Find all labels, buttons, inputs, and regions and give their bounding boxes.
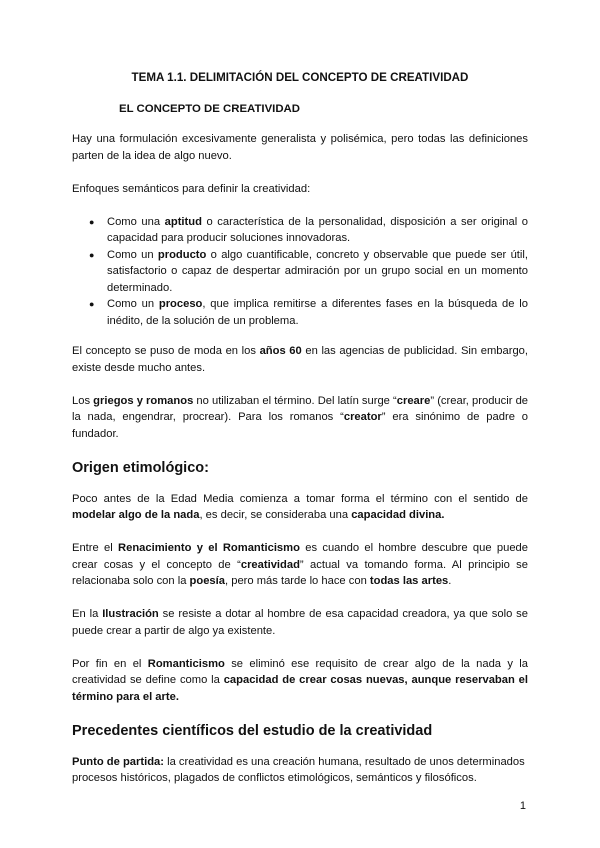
paragraph-anos-60: El concepto se puso de moda en los años 60 en las agencias de publicidad. Sin embargo, existe desde mucho antes.	[72, 345, 529, 374]
heading-precedentes: Precedentes científicos del estudio de la creatividad	[72, 722, 433, 739]
paragraph-edad-media: Poco antes de la Edad Media comienza a tomar forma el término con el sentido de modelar algo de la nada, es decir, se consideraba una capacidad divina.	[72, 492, 528, 521]
paragraph-renacimiento: Entre el Renacimiento y el Romanticismo es cuando el hombre descubre que puede crear cosas y el concepto de “creatividad” actual va tomando forma. Al principio se relacionaba solo con la poesía, pero más tarde lo hace con todas las artes.	[72, 542, 528, 587]
heading-origen-etimologico: Origen etimológico:	[72, 459, 209, 476]
paragraph-punto-de-partida: Punto de partida: la creatividad es una creación humana, resultado de unos determinados procesos históricos, plagados de conflictos etimológicos, semánticos y filosóficos.	[72, 755, 525, 784]
list-item: ● Como un proceso, que implica remitirse a diferentes fases en la búsqueda de lo inédito, de la solución de un problema.	[89, 298, 528, 327]
paragraph-enfoques: Enfoques semánticos para definir la creatividad:	[72, 182, 311, 195]
list-item: ● Como una aptitud o característica de la personalidad, disposición a ser original o capacidad para producir soluciones innovadoras.	[89, 215, 528, 244]
paragraph-griegos-romanos: Los griegos y romanos no utilizaban el término. Del latín surge “creare” (crear, producir de la nada, engendrar, procrear). Para los romanos “creator” era sinónimo de padre o fundador.	[72, 394, 529, 440]
page-title: TEMA 1.1. DELIMITACIÓN DEL CONCEPTO DE CREATIVIDAD	[131, 71, 469, 84]
bullet-dot-icon: ●	[89, 299, 95, 309]
paragraph-intro: Hay una formulación excesivamente generalista y polisémica, pero todas las definiciones parten de la idea de algo nuevo.	[72, 133, 528, 162]
section-subtitle: EL CONCEPTO DE CREATIVIDAD	[119, 103, 301, 115]
paragraph-romanticismo: Por fin en el Romanticismo se eliminó ese requisito de crear algo de la nada y la creatividad se define como la capacidad de crear cosas nuevas, aunque reservaban el término para el arte.	[72, 657, 528, 703]
bullet-list	[72, 214, 528, 330]
page-number: 1	[519, 800, 526, 812]
list-item: ● Como un producto o algo cuantificable, concreto y observable que puede ser útil, satisfactorio o capaz de despertar admiración por un grupo social en un momento determinado.	[89, 248, 528, 294]
paragraph-ilustracion: En la Ilustración se resiste a dotar al hombre de esa capacidad creadora, ya que solo se puede crear a partir de algo ya existente.	[72, 608, 528, 637]
bullet-dot-icon: ●	[89, 249, 95, 260]
document-body	[72, 131, 528, 803]
bullet-dot-icon: ●	[89, 216, 95, 227]
